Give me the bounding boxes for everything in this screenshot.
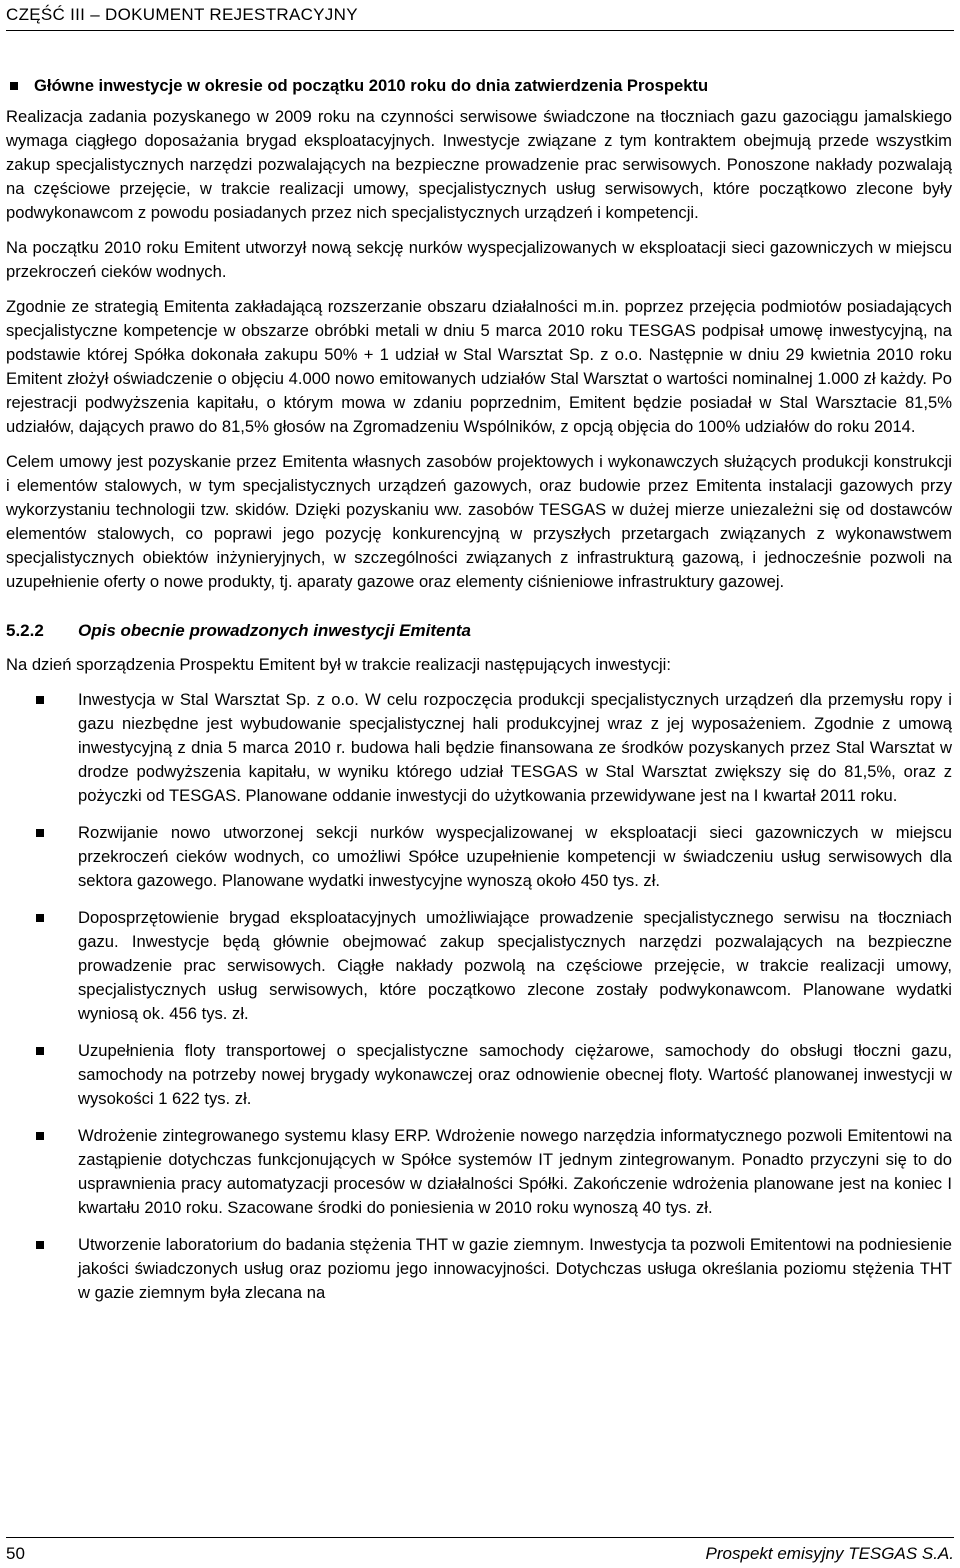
list-item-text: Utworzenie laboratorium do badania stężenia THT w gazie ziemnym. Inwestycja ta pozwoli Emitentowi na podniesienie jakości świadczonych usług oraz poziomu jego innowacyjności. Dotychczas usługa określania poziomu stężenia THT w gazie ziemnym była zlecana na xyxy=(78,1235,952,1302)
section-heading xyxy=(6,619,952,643)
page-footer xyxy=(6,1537,954,1566)
footer-document-title: Prospekt emisyjny TESGAS S.A. xyxy=(705,1544,954,1563)
list-item xyxy=(6,821,952,893)
section-intro: Na dzień sporządzenia Prospektu Emitent był w trakcie realizacji następujących inwestycji: xyxy=(6,655,671,674)
investment-list xyxy=(6,688,952,1305)
paragraph: Celem umowy jest pozyskanie przez Emitenta własnych zasobów projektowych i wykonawczych służących produkcji konstrukcji i elementów stalowych, w tym specjalistycznych urządzeń gazowych, oraz budowie przez Emitenta instalacji gazowych przy wykorzystaniu technologii tzw. skidów. Dzięki pozyskaniu ww. zasobów TESGAS w dużej mierze uniezależni się od dostawców elementów stalowych, co poprawi jego pozycję konkurencyjną w przyszłych przetargach związanych z wykonawstwem specjalistycznych obiektów inżynieryjnych, w szczególności związanych z infrastrukturą gazową, i jednocześnie pozwoli na uzupełnienie oferty o nowe produkty, tj. aparaty gazowe oraz elementy ciśnieniowe infrastruktury gazowej. xyxy=(6,452,952,591)
list-item-text: Rozwijanie nowo utworzonej sekcji nurków wyspecjalizowanej w eksploatacji sieci gazowniczych w miejscu przekroczeń cieków wodnych, co umożliwi Spółce uzupełnienie kompetencji w świadczeniu usług serwisowych dla sektora gazowego. Planowane wydatki inwestycyjne wynoszą około 450 tys. zł. xyxy=(78,823,952,890)
square-bullet-icon xyxy=(36,1047,44,1055)
page-header xyxy=(6,0,954,31)
section-title: Opis obecnie prowadzonych inwestycji Emitenta xyxy=(78,621,471,640)
list-item xyxy=(6,1233,952,1305)
list-item-text: Inwestycja w Stal Warsztat Sp. z o.o. W celu rozpoczęcia produkcji specjalistycznych urządzeń dla przemysłu ropy i gazu niezbędne jest wybudowanie specjalistycznej hali produkcyjnej wraz z jej wyposażeniem. Zgodnie z umową inwestycyjną z dnia 5 marca 2010 r. budowa hali będzie finansowana ze środków pozyskanych przez Stal Warsztat w drodze podwyższenia kapitału, w wyniku którego udział TESGAS w Stal Warsztat zwiększy się do 81,5%, oraz z pożyczki od TESGAS. Planowane oddanie inwestycji do użytkowania przewidywane jest na I kwartał 2011 roku. xyxy=(78,690,952,805)
list-item-text: Wdrożenie zintegrowanego systemu klasy ERP. Wdrożenie nowego narzędzia informatycznego pozwoli Emitentowi na zastąpienie dotychczas funkcjonujących w Spółce systemów IT jednym zintegrowanym. Ponadto przyczyni się to do usprawnienia pracy automatyzacji procesów w działalności Spółki. Zakończenie wdrożenia planowane jest na koniec I kwartału 2010 roku. Szacowane środki do poniesienia w 2010 roku wynoszą 40 tys. zł. xyxy=(78,1126,952,1217)
paragraph: Na początku 2010 roku Emitent utworzył nową sekcję nurków wyspecjalizowanych w eksploatacji sieci gazowniczych w miejscu przekroczeń cieków wodnych. xyxy=(6,238,952,281)
square-bullet-icon xyxy=(36,829,44,837)
square-bullet-icon xyxy=(36,1132,44,1140)
square-bullet-icon xyxy=(36,1241,44,1249)
square-bullet-icon xyxy=(10,82,18,90)
paragraph: Zgodnie ze strategią Emitenta zakładającą rozszerzanie obszaru działalności m.in. poprzez przejęcia podmiotów posiadających specjalistyczne kompetencje w obszarze obróbki metali w dniu 5 marca 2010 roku TESGAS podpisał umowę inwestycyjną, na podstawie której Spółka dokonała zakupu 50% + 1 udział w Stal Warsztat Sp. z o.o. Następnie w dniu 29 kwietnia 2010 roku Emitent złożył oświadczenie o objęciu 4.000 nowo emitowanych udziałów Stal Warsztat o wartości nominalnej 1.000 zł każdy. Po rejestracji podwyższenia kapitału, o którym mowa w zdaniu poprzednim, Emitent będzie posiadał w Stal Warsztacie 81,5% udziałów, dających prawo do 81,5% głosów na Zgromadzeniu Wspólników, z opcją objęcia do 100% udziałów do roku 2014. xyxy=(6,297,952,436)
page-number: 50 xyxy=(6,1544,25,1563)
list-item xyxy=(6,688,952,808)
header-title: CZĘŚĆ III – DOKUMENT REJESTRACYJNY xyxy=(6,5,358,24)
list-item xyxy=(6,1039,952,1111)
investments-heading xyxy=(6,74,952,98)
page-content xyxy=(6,74,952,1318)
list-item xyxy=(6,906,952,1026)
list-item-text: Doposprzętowienie brygad eksploatacyjnych umożliwiające prowadzenie specjalistycznego serwisu na tłoczniach gazu. Inwestycje będą głównie obejmować zakup specjalistycznych narzędzi pozwalających na bezpieczne prowadzenie prac serwisowych. Ciągłe nakłady pozwolą na częściowe przejęcie, w trakcie realizacji umowy, specjalistycznych usług serwisowych, które początkowo zlecone zostały podwykonawcom. Planowane wydatki wyniosą ok. 456 tys. zł. xyxy=(78,908,952,1023)
list-item-text: Uzupełnienia floty transportowej o specjalistyczne samochody ciężarowe, samochody do obsługi tłoczni gazu, samochody na potrzeby nowej brygady wykonawczej oraz odnowienie obecnej floty. Wartość planowanej inwestycji w wysokości 1 622 tys. zł. xyxy=(78,1041,952,1108)
list-item xyxy=(6,1124,952,1220)
investments-heading-text: Główne inwestycje w okresie od początku 2010 roku do dnia zatwierdzenia Prospektu xyxy=(34,76,709,95)
paragraph: Realizacja zadania pozyskanego w 2009 roku na czynności serwisowe świadczone na tłoczniach gazu gazociągu jamalskiego wymaga ciągłego doposażania brygad eksploatacyjnych. Inwestycje związane z tym kontraktem obejmują przede wszystkim zakup specjalistycznych narzędzi pozwalających na bezpieczne prowadzenie prac serwisowych. Ponoszone nakłady pozwalają na częściowe przejęcie, w trakcie realizacji umowy, specjalistycznych usług serwisowych, które początkowo zlecone były podwykonawcom z powodu posiadanych przez nich specjalistycznych urządzeń i kompetencji. xyxy=(6,107,952,222)
square-bullet-icon xyxy=(36,696,44,704)
square-bullet-icon xyxy=(36,914,44,922)
section-number: 5.2.2 xyxy=(6,621,44,640)
